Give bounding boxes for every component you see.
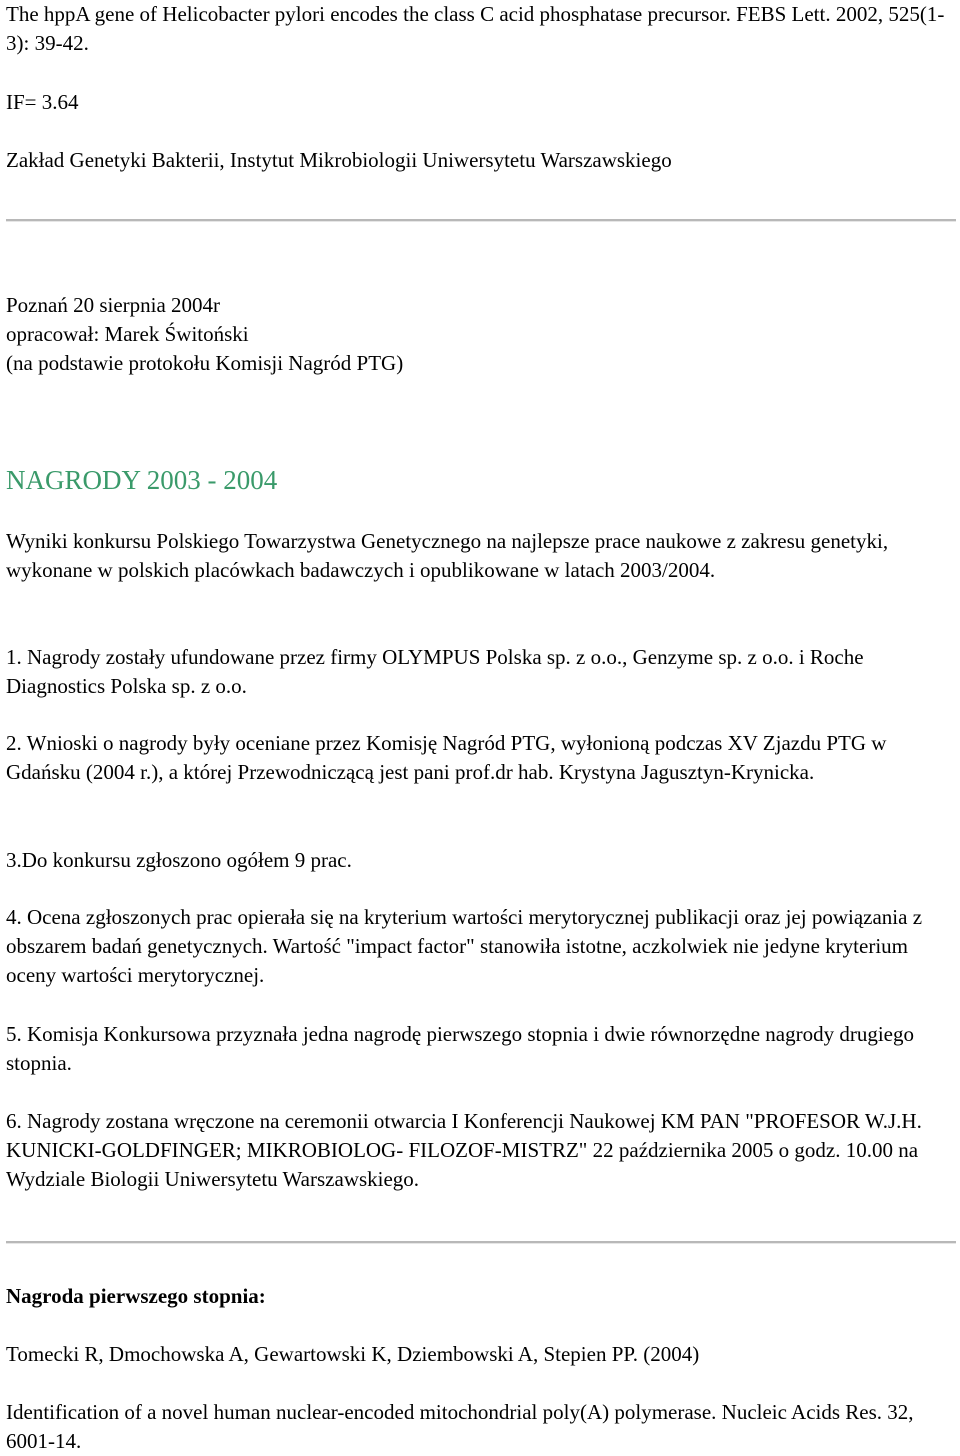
basis-line: (na podstawie protokołu Komisji Nagród PTG)	[6, 351, 404, 375]
point-2: 2. Wnioski o nagrody były oceniane przez Komisję Nagród PTG, wyłonioną podczas XV Zjazdu PTG w Gdańsku (2004 r.), a której Przewodniczącą jest pani prof.dr hab. Krystyna Jagusztyn-Krynicka.	[6, 731, 887, 784]
point-5: 5. Komisja Konkursowa przyznała jedna nagrodę pierwszego stopnia i dwie równorzędne nagrody drugiego stopnia.	[6, 1022, 914, 1075]
point-4: 4. Ocena zgłoszonych prac opierała się na kryterium wartości merytorycznej publikacji oraz jej powiązania z obszarem badań genetycznych. Wartość "impact factor" stanowiła istotne, aczkolwiek nie jedyne kryterium oceny wartości merytorycznej.	[6, 905, 923, 987]
author-line: opracował: Marek Świtoński	[6, 322, 249, 346]
point-3: 3.Do konkursu zgłoszono ogółem 9 prac.	[6, 848, 352, 872]
intro-citation: The hppA gene of Helicobacter pylori encodes the class C acid phosphatase precursor. FEBS Lett. 2002, 525(1-3): 39-42.	[6, 2, 945, 55]
point-1: 1. Nagrody zostały ufundowane przez firmy OLYMPUS Polska sp. z o.o., Genzyme sp. z o.o. i Roche Diagnostics Polska sp. z o.o.	[6, 645, 864, 698]
institution-line: Zakład Genetyki Bakterii, Instytut Mikrobiologii Uniwersytetu Warszawskiego	[6, 148, 672, 172]
lead-paragraph: Wyniki konkursu Polskiego Towarzystwa Genetycznego na najlepsze prace naukowe z zakresu genetyki, wykonane w polskich placówkach badawczych i opublikowane w latach 2003/2004.	[6, 529, 889, 582]
first-prize-authors: Tomecki R, Dmochowska A, Gewartowski K, Dziembowski A, Stepien PP. (2004)	[6, 1342, 700, 1366]
divider-bottom	[6, 1241, 956, 1244]
impact-factor: IF= 3.64	[6, 90, 79, 114]
divider-top	[6, 219, 956, 222]
section-title: NAGRODY 2003 - 2004	[6, 465, 278, 495]
first-prize-title: Nagroda pierwszego stopnia:	[6, 1284, 266, 1308]
point-6: 6. Nagrody zostana wręczone na ceremonii otwarcia I Konferencji Naukowej KM PAN "PROFESOR W.J.H. KUNICKI-GOLDFINGER; MIKROBIOLOG- FILOZOF-MISTRZ" 22 października 2005 o godz. 10.00 na Wydziale Biologii Uniwersytetu Warszawskiego.	[6, 1109, 922, 1191]
first-prize-paper: Identification of a novel human nuclear-encoded mitochondrial poly(A) polymerase. Nucleic Acids Res. 32, 6001-14.	[6, 1400, 914, 1453]
place-date: Poznań 20 sierpnia 2004r	[6, 293, 221, 317]
